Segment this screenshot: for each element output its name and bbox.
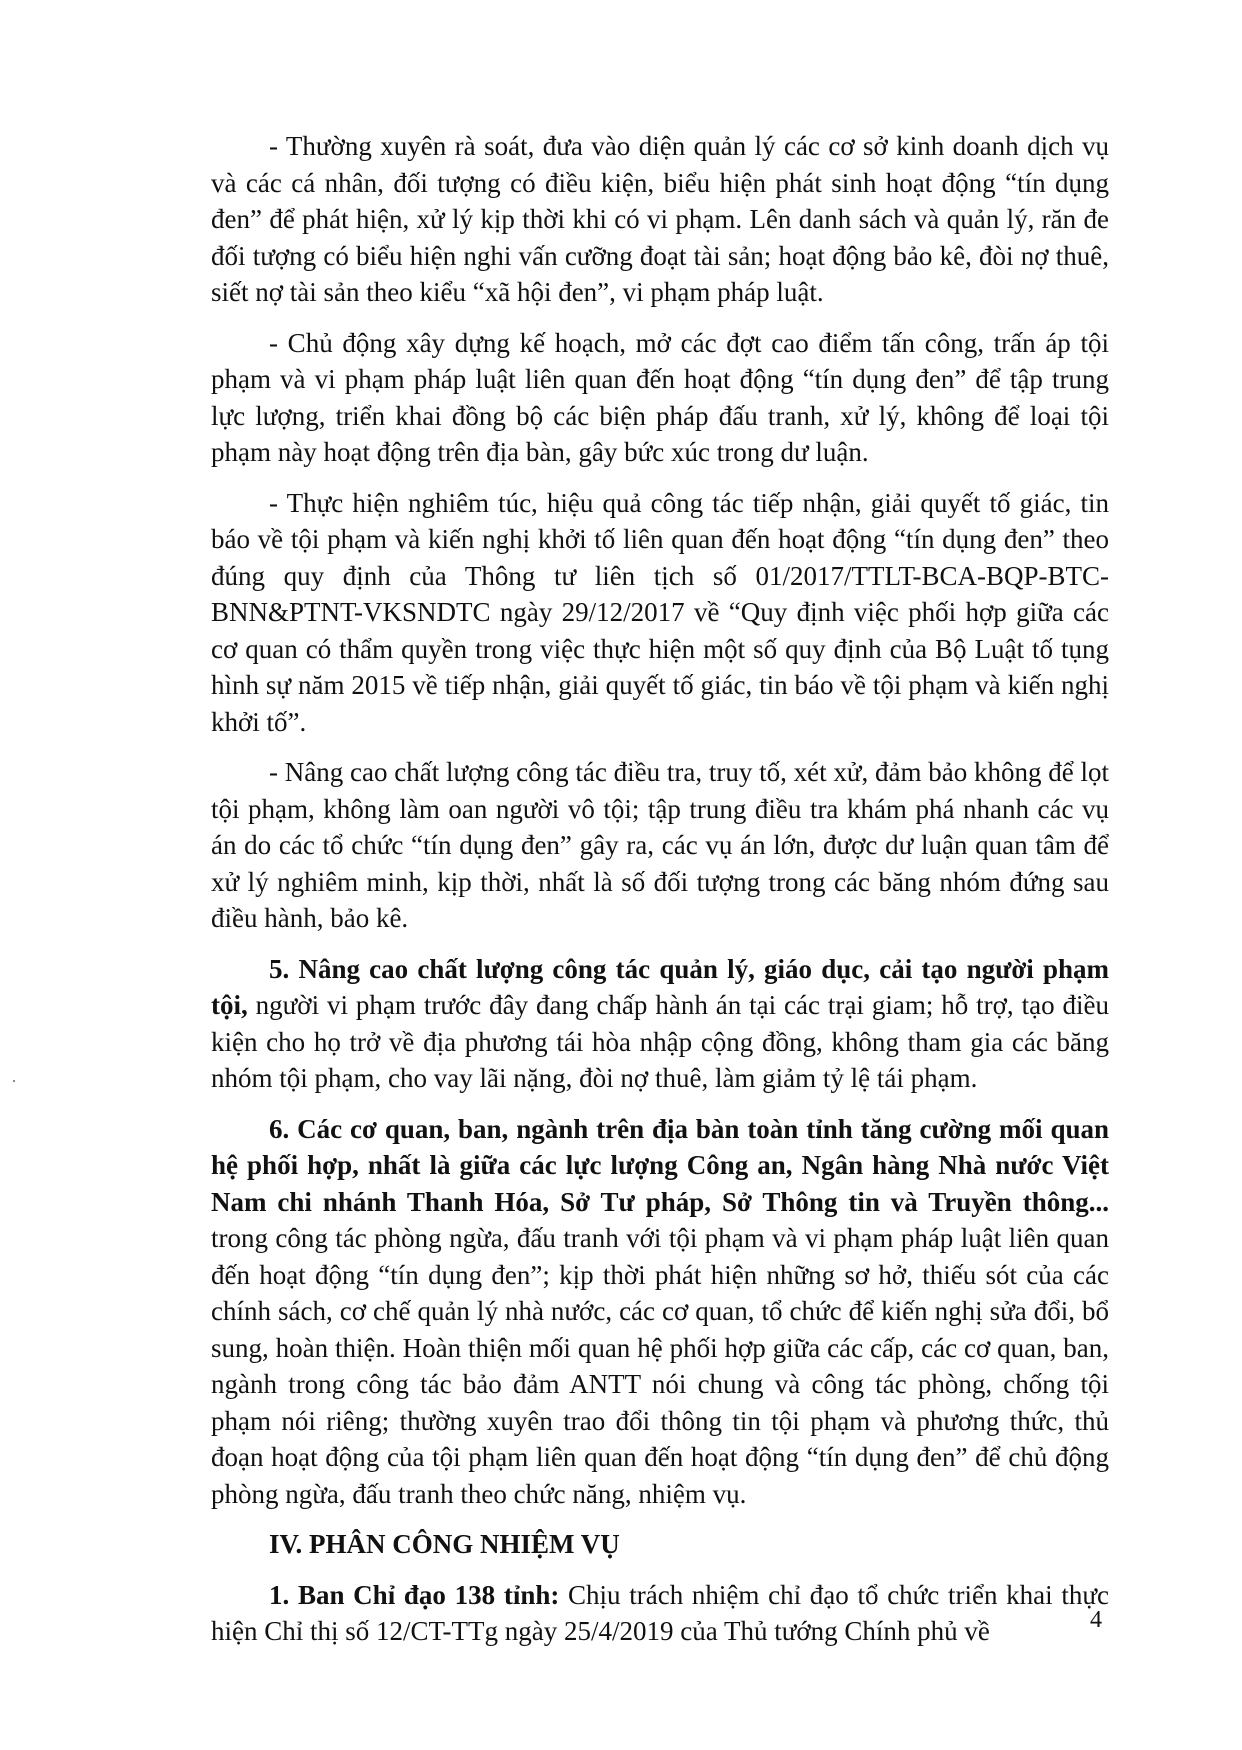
item-5-title: 5. Nâng cao chất lượng công tác quản lý, giáo dục, cải tạo người phạm tội, bbox=[211, 953, 1109, 1020]
page-number: 4 bbox=[1090, 1607, 1102, 1633]
item-5-body: người vi phạm trước đây đang chấp hành án tại các trại giam; hỗ trợ, tạo điều kiện cho họ trở về địa phương tái hòa nhập cộng đồng, không tham gia các băng nhóm tội phạm, cho vay lãi nặng, đòi nợ thuê, làm giảm tỷ lệ tái phạm. bbox=[211, 990, 1109, 1093]
document-page bbox=[211, 128, 1109, 1664]
assignment-item-1-title: 1. Ban Chỉ đạo 138 tỉnh: bbox=[269, 1579, 560, 1610]
item-6 bbox=[211, 1111, 1109, 1513]
paragraph-proactive-plan: - Chủ động xây dựng kế hoạch, mở các đợt cao điểm tấn công, trấn áp tội phạm và vi phạm pháp luật liên quan đến hoạt động “tín dụng đen” để tập trung lực lượng, triển khai đồng bộ các biện pháp đấu tranh, xử lý, không để loại tội phạm này hoạt động trên địa bàn, gây bức xúc trong dư luận. bbox=[211, 327, 1109, 467]
assignment-item-1-body: Chịu trách nhiệm chỉ đạo tổ chức triển khai thực hiện Chỉ thị số 12/CT-TTg ngày 25/4/2019 của Thủ tướng Chính phủ về bbox=[211, 1579, 1109, 1646]
item-5 bbox=[211, 951, 1109, 1097]
item-6-body: trong công tác phòng ngừa, đấu tranh với tội phạm và vi phạm pháp luật liên quan đến hoạt động “tín dụng đen”; kịp thời phát hiện những sơ hở, thiếu sót của các chính sách, cơ chế quản lý nhà nước, các cơ quan, tổ chức để kiến nghị sửa đổi, bổ sung, hoàn thiện. Hoàn thiện mối quan hệ phối hợp giữa các cấp, các cơ quan, ban, ngành trong công tác bảo đảm ANTT nói chung và công tác phòng, chống tội phạm nói riêng; thường xuyên trao đổi thông tin tội phạm và phương thức, thủ đoạn hoạt động của tội phạm liên quan đến hoạt động “tín dụng đen” để chủ động phòng ngừa, đấu tranh theo chức năng, nhiệm vụ. bbox=[211, 1223, 1109, 1509]
paragraph-receive-reports: - Thực hiện nghiêm túc, hiệu quả công tác tiếp nhận, giải quyết tố giác, tin báo về tội phạm và kiến nghị khởi tố liên quan đến hoạt động “tín dụng đen” theo đúng quy định của Thông tư liên tịch số 01/2017/TTLT-BCA-BQP-BTC-BNN&PTNT-VKSNDTC ngày 29/12/2017 về “Quy định việc phối hợp giữa các cơ quan có thẩm quyền trong việc thực hiện một số quy định của Bộ Luật tố tụng hình sự năm 2015 về tiếp nhận, giải quyết tố giác, tin báo về tội phạm và kiến nghị khởi tố”. bbox=[211, 487, 1109, 737]
item-6-title: 6. Các cơ quan, ban, ngành trên địa bàn toàn tỉnh tăng cường mối quan hệ phối hợp, nhất là giữa các lực lượng Công an, Ngân hàng Nhà nước Việt Nam chi nhánh Thanh Hóa, Sở Tư pháp, Sở Thông tin và Truyền thông... bbox=[211, 1113, 1109, 1217]
scan-speck bbox=[13, 1080, 15, 1082]
paragraph-review-management: - Thường xuyên rà soát, đưa vào diện quản lý các cơ sở kinh doanh dịch vụ và các cá nhân, đối tượng có điều kiện, biểu hiện phát sinh hoạt động “tín dụng đen” để phát hiện, xử lý kịp thời khi có vi phạm. Lên danh sách và quản lý, răn đe đối tượng có biểu hiện nghi vấn cưỡng đoạt tài sản; hoạt động bảo kê, đòi nợ thuê, siết nợ tài sản theo kiểu “xã hội đen”, vi phạm pháp luật. bbox=[211, 131, 1109, 307]
assignment-item-1 bbox=[211, 1577, 1109, 1650]
paragraph-investigation-quality: - Nâng cao chất lượng công tác điều tra, truy tố, xét xử, đảm bảo không để lọt tội phạm, không làm oan người vô tội; tập trung điều tra khám phá nhanh các vụ án do các tổ chức “tín dụng đen” gây ra, các vụ án lớn, được dư luận quan tâm để xử lý nghiêm minh, kịp thời, nhất là số đối tượng trong các băng nhóm đứng sau điều hành, bảo kê. bbox=[211, 757, 1109, 933]
section-heading: IV. PHÂN CÔNG NHIỆM VỤ bbox=[269, 1529, 620, 1559]
